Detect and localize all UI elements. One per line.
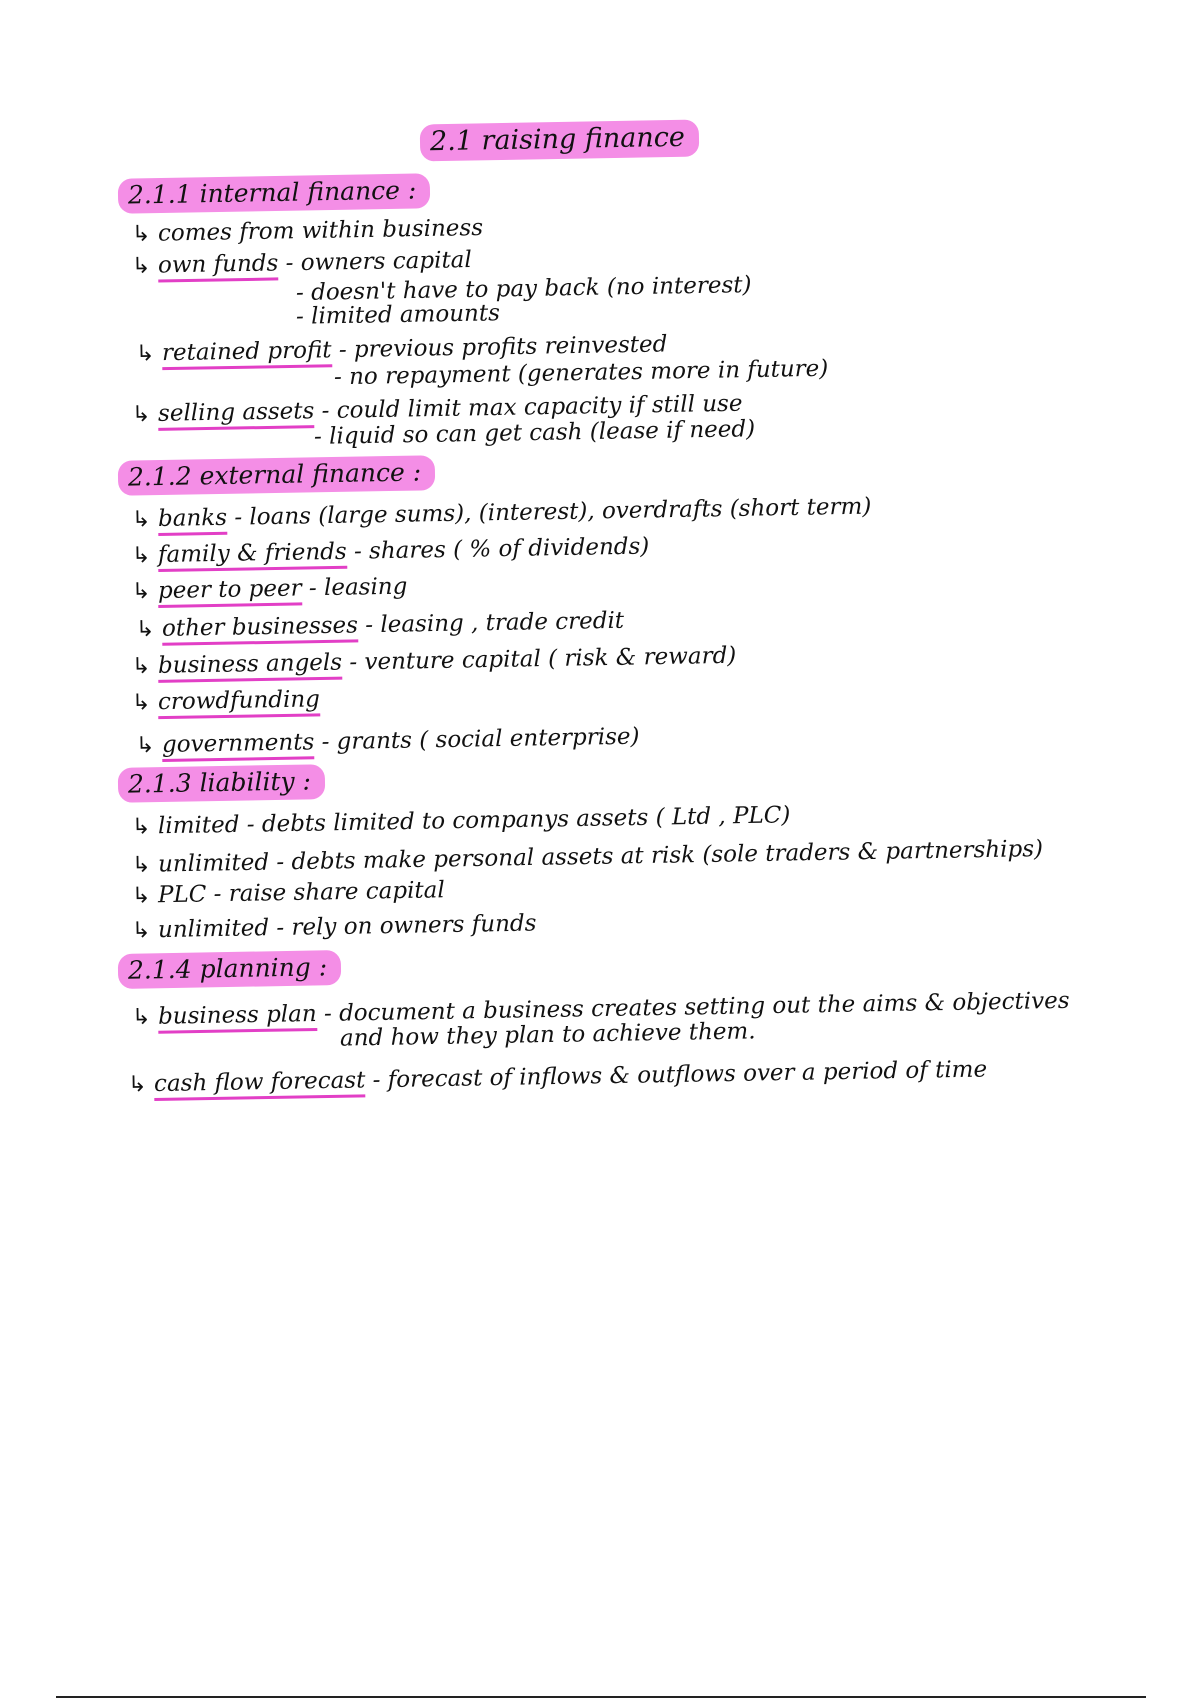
term-crowdfunding: crowdfunding (158, 686, 320, 719)
term-own-funds: own funds (158, 250, 279, 282)
bottom-divider (56, 1696, 1146, 1698)
arrow-icon: ↳ (131, 507, 151, 533)
arrow-icon: ↳ (131, 852, 151, 878)
internal-line-selling-assets: ↳ selling assets - could limit max capacity if still use (132, 391, 743, 428)
external-line-other-businesses: ↳ other businesses - leasing , trade credit (136, 608, 624, 643)
internal-line-1: ↳ comes from within business (131, 214, 484, 248)
internal-line-4: - limited amounts (295, 300, 501, 330)
arrow-icon: ↳ (131, 543, 151, 569)
arrow-icon: ↳ (131, 1004, 151, 1031)
title-highlight: 2.1 raising finance (420, 120, 700, 162)
liability-line-1: ↳ limited - debts limited to companys assets ( Ltd , PLC) (131, 802, 791, 840)
arrow-icon: ↳ (131, 579, 151, 605)
term-business-plan: business plan (158, 1001, 317, 1034)
external-line-peer: ↳ peer to peer - leasing (132, 574, 408, 605)
internal-line-8: - liquid so can get cash (lease if need) (313, 416, 756, 450)
term-peer-to-peer: peer to peer (158, 575, 302, 608)
term-banks: banks (158, 505, 228, 536)
internal-line-retained-profit: ↳ retained profit - previous profits reinvested (136, 331, 668, 366)
term-retained-profit: retained profit (162, 337, 332, 370)
liability-line-4: ↳ unlimited - rely on owners funds (131, 910, 537, 944)
arrow-icon: ↳ (131, 690, 151, 716)
section-heading-external: 2.1.2 external finance : (118, 455, 436, 496)
term-selling-assets: selling assets (158, 398, 315, 431)
arrow-icon: ↳ (135, 341, 155, 367)
section-heading-planning: 2.1.4 planning : (118, 950, 342, 989)
external-line-family: ↳ family & friends - shares ( % of dividends) (132, 533, 650, 568)
page-title (420, 120, 700, 162)
arrow-icon: ↳ (131, 653, 151, 680)
liability-line-3: ↳ PLC - raise share capital (131, 877, 445, 909)
section-heading-internal: 2.1.1 internal finance : (118, 173, 431, 213)
arrow-icon: ↳ (131, 253, 151, 279)
arrow-icon: ↳ (131, 814, 151, 840)
external-line-crowdfunding (132, 686, 320, 715)
arrow-icon: ↳ (131, 402, 151, 428)
external-line-governments: ↳ governments - grants ( social enterprise) (136, 724, 640, 759)
liability-line-2: ↳ unlimited - debts make personal assets at risk (sole traders & partnerships) (131, 836, 1044, 878)
arrow-icon: ↳ (131, 221, 151, 248)
section-heading-liability: 2.1.3 liability : (118, 764, 326, 803)
planning-line-business-plan: ↳ business plan - document a business creates setting out the aims & objectives (132, 988, 1070, 1030)
arrow-icon: ↳ (131, 918, 151, 944)
external-line-angels: ↳ business angels - venture capital ( risk & reward) (132, 643, 737, 680)
arrow-icon: ↳ (131, 883, 151, 909)
term-cash-flow-forecast: cash flow forecast (154, 1067, 366, 1101)
term-business-angels: business angels (158, 650, 343, 683)
term-governments: governments (162, 729, 315, 762)
term-family-friends: family & friends (158, 539, 347, 572)
planning-line-cash-flow: ↳ cash flow forecast - forecast of inflows & outflows over a period of time (128, 1057, 987, 1098)
external-line-banks: ↳ banks - loans (large sums), (interest), overdrafts (short term) (132, 494, 872, 533)
arrow-icon: ↳ (135, 733, 155, 759)
internal-line-6: - no repayment (generates more in future) (333, 355, 829, 391)
term-other-businesses: other businesses (162, 612, 358, 645)
arrow-icon: ↳ (135, 616, 155, 643)
internal-line-own-funds: ↳ own funds - owners capital (132, 247, 472, 279)
arrow-icon: ↳ (127, 1072, 147, 1098)
internal-line-3: - doesn't have to pay back (no interest) (295, 272, 752, 306)
planning-line-2: and how they plan to achieve them. (339, 1018, 756, 1052)
